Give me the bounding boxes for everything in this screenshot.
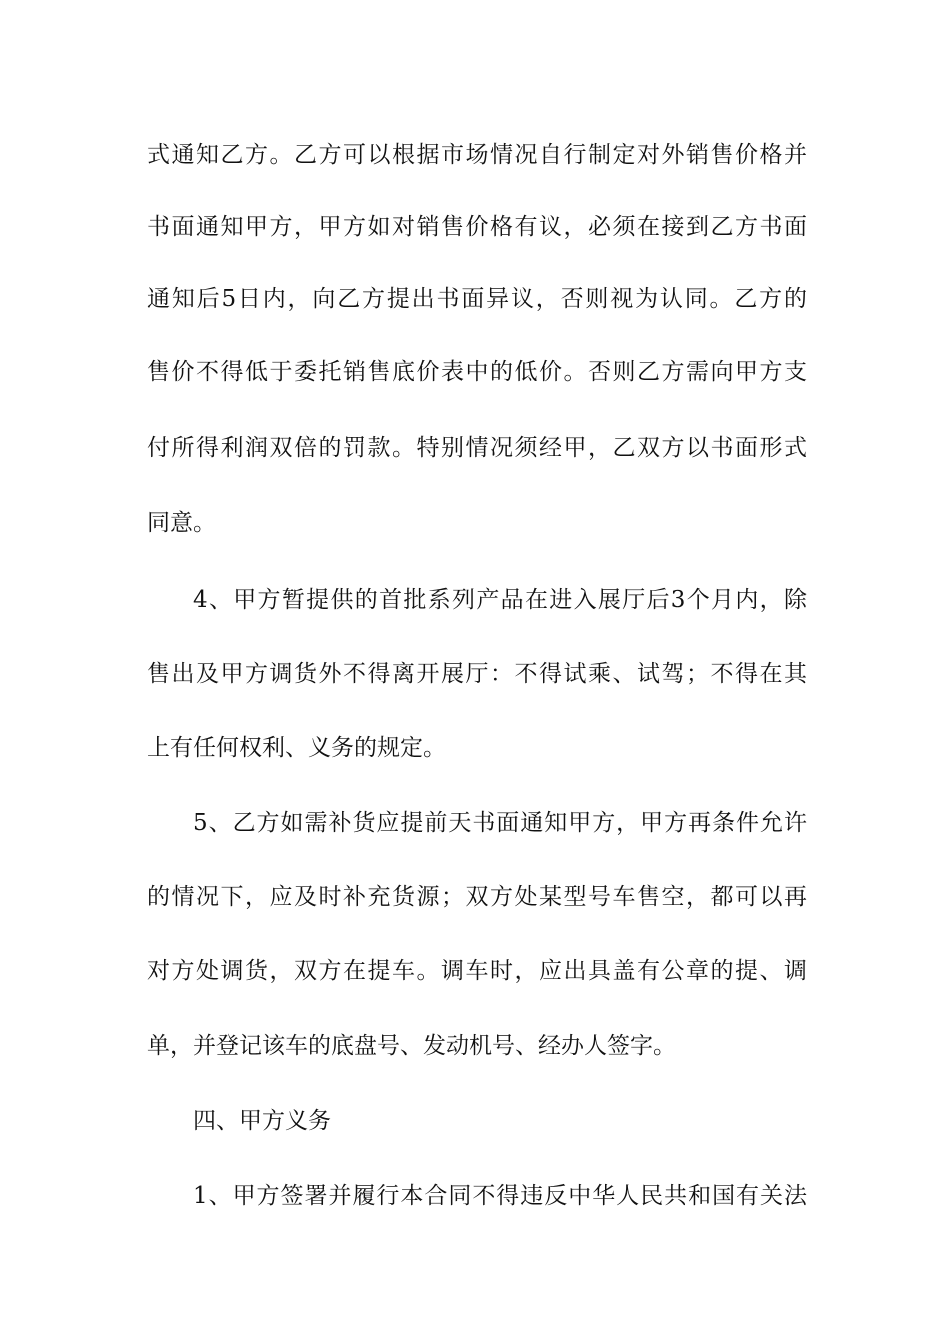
clause-4-line-1: 4、甲方暂提供的首批系列产品在进入展厅后3个月内，除 <box>193 587 807 613</box>
section-heading: 四、甲方义务 <box>193 1108 331 1134</box>
clause-5-line-1: 5、乙方如需补货应提前天书面通知甲方，甲方再条件允许 <box>193 810 807 836</box>
clause-4-line-2: 售出及甲方调货外不得离开展厅：不得试乘、试驾；不得在其 <box>147 661 807 687</box>
clause-5-line-2: 的情况下，应及时补充货源；双方处某型号车售空，都可以再 <box>147 884 807 910</box>
clause-1-line-1: 1、甲方签署并履行本合同不得违反中华人民共和国有关法 <box>193 1183 807 1209</box>
text-line-3: 通知后5日内，向乙方提出书面异议，否则视为认同。乙方的 <box>147 286 807 312</box>
text-line-6: 同意。 <box>147 510 216 536</box>
text-line-2: 书面通知甲方，甲方如对销售价格有议，必须在接到乙方书面 <box>147 214 807 240</box>
text-line-4: 售价不得低于委托销售底价表中的低价。否则乙方需向甲方支 <box>147 359 807 385</box>
text-line-1: 式通知乙方。乙方可以根据市场情况自行制定对外销售价格并 <box>147 142 807 168</box>
clause-4-line-3: 上有任何权利、义务的规定。 <box>147 735 446 761</box>
text-line-5: 付所得利润双倍的罚款。特别情况须经甲，乙双方以书面形式 <box>147 435 807 461</box>
clause-5-line-3: 对方处调货，双方在提车。调车时，应出具盖有公章的提、调 <box>147 958 807 984</box>
clause-5-line-4: 单，并登记该车的底盘号、发动机号、经办人签字。 <box>147 1033 676 1059</box>
